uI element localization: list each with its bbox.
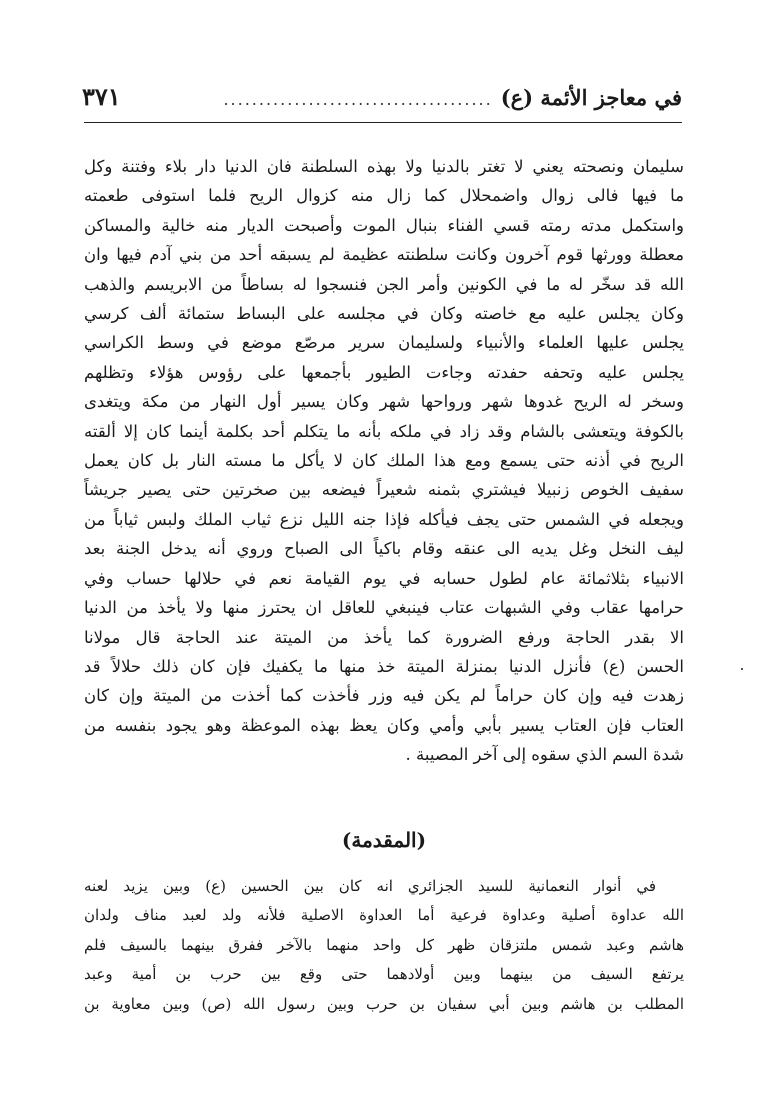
text-line: زهدت فيه وإن كان حراماً لم يكن فيه وزر فأخذت كما أخذت من الميتة وإن كان: [84, 686, 684, 706]
text-line: الا بقدر الحاجة ورفع الضرورة كما يأخذ من الميتة عند الحاجة قال مولانا: [84, 627, 684, 647]
text-line: هاشم وعبد شمس ملتزقان ظهر كل واحد منهما بالآخر ففرق بينهما بالسيف فلم: [84, 935, 684, 954]
text-line: شدة السم الذي سقوه إلى آخر المصيبة .: [405, 745, 684, 765]
text-line: يرتفع السيف من بينهما وبين أولادهما حتى وقع بين حرب بن أمية وعبد: [84, 965, 684, 984]
text-line: ما فيها فالى زوال واضمحلال كما زال منه كزوال الريح فلما استوفى طعمته: [84, 186, 684, 206]
text-line: الحسن (ع) فأنزل الدنيا بمنزلة الميتة خذ منها ما يكفيك فإن كان ذلك حلالاً قد: [84, 656, 684, 676]
text-line: حرامها عقاب وفي الشبهات عتاب فينبغي للعاقل ان يحترز منها ولا يأخذ من الدنيا: [84, 598, 684, 618]
text-line: بالكوفة ويتعشى بالشام وقد زاد في ملكه بأنه ما يتكلم أحد بكلمة أينما كان إلا ألقته: [84, 421, 684, 441]
page-header: [82, 82, 682, 122]
text-line: ليف النخل وغل يديه الى عنقه وقام باكياً الى الصباح وروي أنه يدخل الجنة بعد: [84, 539, 684, 559]
text-line: يجلس عليه وتحفه حفدته وجاءت الطيور بأجمعها على رؤوس هؤلاء وتظلهم: [84, 362, 684, 382]
page-number: ٣٧١: [82, 82, 121, 111]
text-line: وكان يجلس عليه مع خاصته وكان في مجلسه على البساط ستمائة ألف كرسي: [84, 304, 684, 324]
margin-dot: [741, 668, 743, 670]
text-line: في أنوار النعمانية للسيد الجزائري انه كان بين الحسين (ع) وبين يزيد لعنه: [84, 877, 656, 895]
text-line: يجلس عليها العلماء والأنبياء ولسليمان سرير مرصّع موضع في وسط الكراسي: [84, 333, 684, 353]
leader-dots: ......................................: [223, 90, 493, 109]
section-heading: (المقدمة): [341, 828, 427, 852]
text-line: الانبياء بثلاثمائة عام لطول حسابه في يوم القيامة نعم في حلالها حساب وفي: [84, 568, 684, 588]
paragraph-introduction: [84, 872, 684, 1019]
text-line: العتاب فإن العتاب يسير بأبي وأمي وكان يعظ بهذه الموعظة وهو يجود بنفسه من: [84, 715, 684, 735]
text-line: وسخر له الريح غدوها شهر ورواحها شهر وكان يسير أول النهار من مكة ويتغدى: [84, 392, 684, 412]
header-rule: [84, 122, 682, 123]
text-line: الله قد سخّر له ما في الكونين وأمر الجن فنسجوا له بساطاً من الابريسم والذهب: [84, 274, 684, 294]
paragraph-main: [84, 152, 684, 770]
text-line: واستكمل مدته رمته قسي الفناء بنبال الموت وأصبحت الديار منه خالية والمساكن: [84, 215, 684, 235]
running-title: في معاجز الأئمة (ع): [500, 85, 682, 110]
text-line: معطلة وورثها قوم آخرون وكانت سلطنته عظيمة لم يسبقه أحد من بني آدم فيها وان: [84, 245, 684, 265]
text-line: سفيف الخوص زنبيلا فيشتري بثمنه شعيراً فيضعه بين صخرتين حتى يصير جريشاً: [84, 480, 684, 500]
text-line: الله عداوة أصلية وعداوة فرعية أما العداوة الاصلية فلأنه ولد لعبد مناف ولدان: [84, 906, 684, 925]
text-line: سليمان ونصحته يعني لا تغتر بالدنيا ولا بهذه السلطنة فان الدنيا دار بلاء وفتنة وكل: [84, 157, 684, 176]
text-line: ويجعله في الشمس حتى يجف فيأكله فإذا جنه الليل نزع ثياب الملك ولبس ثياباً من: [84, 509, 684, 529]
text-line: المطلب بن هاشم وبين أبي سفيان بن حرب وبين رسول الله (ص) وبين معاوية بن: [84, 994, 684, 1013]
text-line: الريح في أذنه حتى يسمع ومع هذا الملك كان لا يأكل ما مسته النار بل كان يعمل: [84, 451, 684, 471]
